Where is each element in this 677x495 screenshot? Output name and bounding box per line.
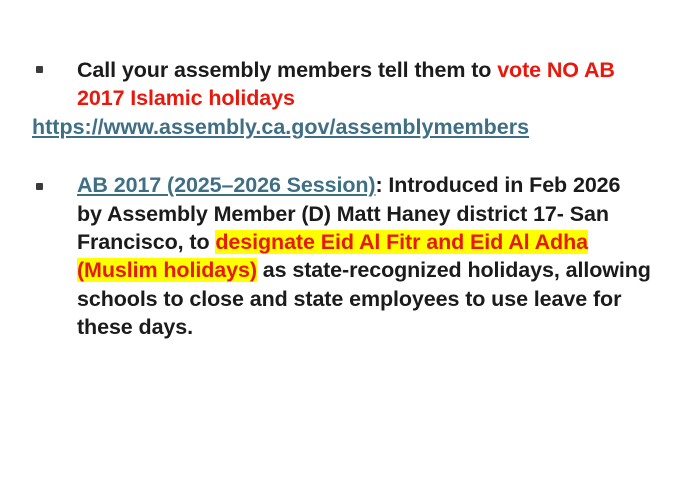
bullet-1-line-2-red: vote NO AB 2017 Islamic holidays	[77, 58, 615, 111]
bullet-2-highlighted-red-text: designate Eid Al Fitr and Eid Al Adha (Muslim holidays)	[77, 229, 588, 283]
bullet-2-text	[20, 171, 657, 341]
square-bullet-icon	[36, 183, 43, 190]
bullet-2-after-link: : Introduced in Feb 2026 by Assembly Member (D) Matt Haney district 17- San Francisco, to	[77, 173, 621, 254]
square-bullet-icon	[36, 66, 43, 73]
assembly-members-link[interactable]: https://www.assembly.ca.gov/assemblymembers	[32, 114, 530, 139]
bullet-item-2	[20, 171, 657, 341]
bullet-1-line-1: Call your assembly members tell them to	[77, 58, 492, 82]
bullet-1-text	[20, 56, 657, 113]
bullet-2-tail: as state-recognized holidays, allowing schools to close and state employees to use leave for these days.	[77, 258, 651, 339]
ab-2017-bill-link[interactable]: AB 2017 (2025–2026 Session)	[77, 173, 376, 198]
bullet-item-1	[20, 56, 657, 141]
